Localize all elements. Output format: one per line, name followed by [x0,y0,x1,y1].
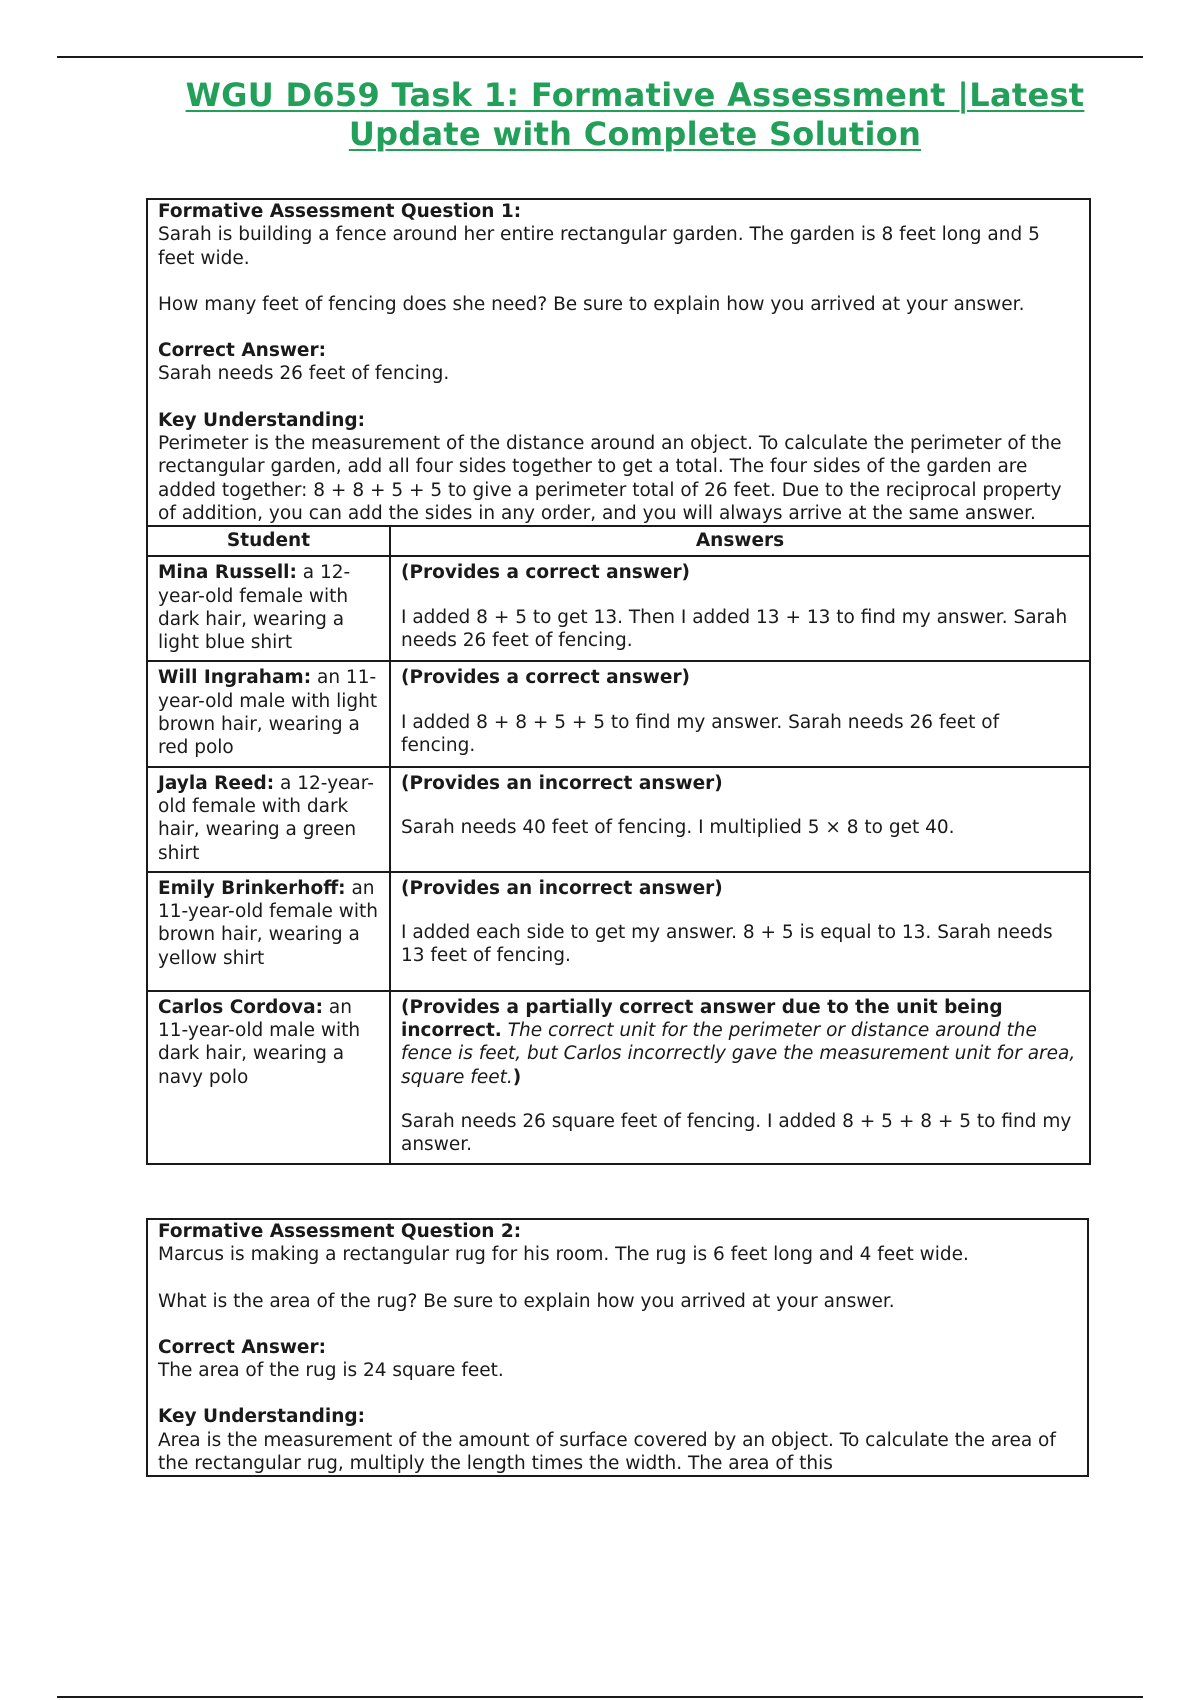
question-2-key-text: Area is the measurement of the amount of surface covered by an object. To calculate the area of the rectangular rug, multiply the length times the width. The area of this [158,1429,1056,1475]
student-cell [147,661,390,766]
table-row [147,872,1090,991]
student-cell [147,556,390,661]
question-2-box [147,1219,1088,1476]
question-2-correct-label: Correct Answer: [158,1336,326,1358]
answer-cell [390,991,1090,1164]
student-cell [147,872,390,991]
answer-tag-lead: (Provides a partially correct answer due to the unit being incorrect. [401,996,1003,1042]
answer-cell [390,767,1090,872]
answer-text: I added 8 + 5 to get 13. Then I added 13 + 13 to find my answer. Sarah needs 26 feet of fencing. [401,606,1068,651]
question-1-table [146,198,1091,1165]
question-2-prompt: Marcus is making a rectangular rug for his room. The rug is 6 feet long and 4 feet wide. [158,1244,969,1266]
question-1-prompt: Sarah is building a fence around her entire rectangular garden. The garden is 8 feet long and 5 feet wide. [158,224,1040,269]
student-name: Mina Russell: [158,562,297,584]
question-2-correct-text: The area of the rug is 24 square feet. [158,1360,504,1382]
student-name: Emily Brinkerhoff: [158,877,346,899]
student-desc: an 11-year-old male with light brown hair, wearing a red polo [158,667,378,759]
answer-tag-note: The correct unit for the perimeter or distance around the fence is feet, but Carlos incorrectly gave the measurement unit for area, square feet. [401,1020,1076,1088]
answer-tag: (Provides an incorrect answer) [401,877,723,899]
answer-tag [401,996,1079,1089]
question-1-correct-text: Sarah needs 26 feet of fencing. [158,363,450,385]
student-cell [147,767,390,872]
answer-tag-close: ) [512,1066,522,1088]
student-name: Jayla Reed: [158,772,275,794]
answer-text: I added 8 + 8 + 5 + 5 to find my answer. Sarah needs 26 feet of fencing. [401,711,1000,757]
question-1-key-label: Key Understanding: [158,409,366,431]
answer-text: I added each side to get my answer. 8 + 5 is equal to 13. Sarah needs 13 feet of fencing. [401,922,1053,967]
question-2-heading: Formative Assessment Question 2: [158,1221,522,1242]
student-desc: an 11-year-old male with dark hair, wearing a navy polo [158,996,361,1088]
column-header-student: Student [147,526,390,556]
question-1-box [147,199,1090,526]
student-name: Carlos Cordova: [158,996,323,1018]
answer-tag: (Provides a correct answer) [401,562,691,584]
column-header-answers: Answers [390,526,1090,556]
table-row [147,556,1090,661]
answer-tag: (Provides a correct answer) [401,667,691,689]
question-1-correct-label: Correct Answer: [158,340,326,362]
bottom-rule [57,1696,1143,1698]
top-rule [57,56,1143,58]
table-row [147,661,1090,766]
question-1-question: How many feet of fencing does she need? Be sure to explain how you arrived at your answer. [158,293,1025,315]
answer-cell [390,661,1090,766]
answer-tag: (Provides an incorrect answer) [401,772,723,794]
page-title [150,76,1120,154]
title-line-2: Update with Complete Solution [348,115,922,153]
table-row [147,767,1090,872]
question-2-table [146,1218,1089,1477]
title-line-1: WGU D659 Task 1: Formative Assessment |Latest [185,76,1085,114]
question-1-heading: Formative Assessment Question 1: [158,201,522,222]
student-desc: a 12-year-old female with dark hair, wearing a light blue shirt [158,562,351,654]
student-desc: a 12-year-old female with dark hair, wearing a green shirt [158,772,374,864]
student-name: Will Ingraham: [158,667,312,689]
answer-text: Sarah needs 26 square feet of fencing. I added 8 + 5 + 8 + 5 to find my answer. [401,1111,1072,1156]
student-cell [147,991,390,1164]
student-desc: an 11-year-old female with brown hair, wearing a yellow shirt [158,877,378,969]
question-2-key-label: Key Understanding: [158,1406,366,1428]
answer-cell [390,872,1090,991]
answer-text: Sarah needs 40 feet of fencing. I multiplied 5 × 8 to get 40. [401,816,955,838]
answer-cell [390,556,1090,661]
question-1-key-text: Perimeter is the measurement of the distance around an object. To calculate the perimeter of the rectangular garden, add all four sides together to get a total. The four sides of the garden are added together: 8 + 8 + 5 + 5 to give a perimeter total of 26 feet. Due to the reciprocal property of addition, you can add the sides in any order, and you will always arrive at the same answer. [158,433,1062,524]
table-row [147,991,1090,1164]
question-2-question: What is the area of the rug? Be sure to explain how you arrived at your answer. [158,1290,895,1312]
